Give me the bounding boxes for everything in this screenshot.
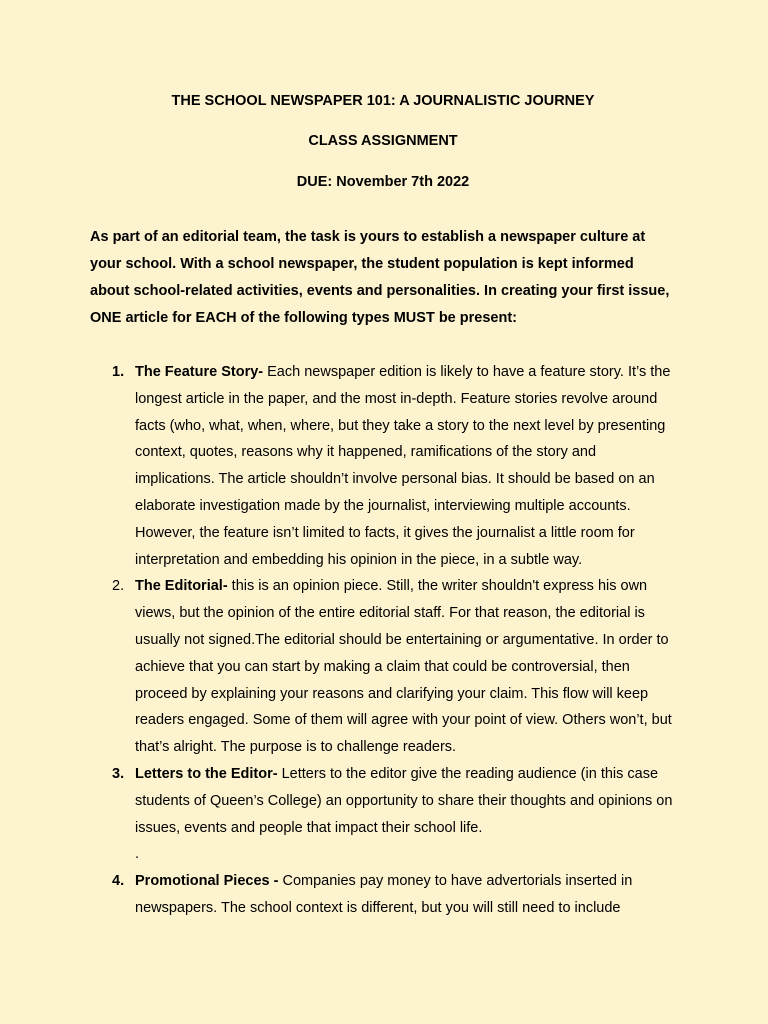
list-item: [90, 573, 676, 761]
document-subtitle: CLASS ASSIGNMENT: [308, 133, 458, 149]
article-types-list: [90, 359, 676, 841]
due-date: DUE: November 7th 2022: [296, 174, 470, 190]
list-item-text: Each newspaper edition is likely to have a feature story. It’s the longest article in the paper, and the most in-depth. Feature stories revolve around facts (who, what, when, where, but they take a story to the next level by presenting context, quotes, reasons why it happened, ramifications of the story and implications. The article shouldn’t involve personal bias. It should be based on an elaborate investigation made by the journalist, interviewing multiple accounts. However, the feature isn’t limited to facts, it gives the journalist a little room for interpretation and embedding his opinion in the piece, in a subtle way.: [135, 364, 671, 568]
list-item-number: 2.: [112, 578, 125, 595]
list-item: [90, 761, 676, 841]
list-item-number: 4.: [112, 873, 125, 890]
list-item-text: Companies pay money to have advertorials inserted in newspapers. The school context is different, but you will still need to include: [135, 873, 633, 916]
article-types-list-continued: [90, 868, 676, 922]
list-item: [90, 359, 676, 573]
stray-dot: .: [135, 846, 140, 863]
list-item-text: this is an opinion piece. Still, the writer shouldn't express his own views, but the opinion of the entire editorial staff. For that reason, the editorial is usually not signed.The editorial should be entertaining or argumentative. In order to achieve that you can start by making a claim that could be controversial, then proceed by explaining your reasons and clarifying your claim. This flow will keep readers engaged. Some of them will agree with your point of view. Others won’t, but that’s alright. The purpose is to challenge readers.: [135, 578, 672, 756]
list-item-title: Letters to the Editor-: [135, 765, 278, 782]
list-item-number: 3.: [112, 765, 125, 782]
list-item-text: Letters to the editor give the reading audience (in this case students of Queen’s College) an opportunity to share their thoughts and opinions on issues, events and people that impact their school life.: [135, 765, 673, 836]
list-item-number: 1.: [112, 364, 125, 380]
list-item-title: The Editorial-: [135, 578, 228, 595]
list-item-title: Promotional Pieces -: [135, 873, 279, 890]
intro-paragraph: As part of an editorial team, the task is yours to establish a newspaper culture at your school. With a school newspaper, the student population is kept informed about school-related activities, events and personalities. In creating your first issue, ONE article for EACH of the following types MUST be present:: [90, 229, 670, 326]
list-item-title: The Feature Story-: [135, 364, 264, 380]
list-item: [90, 868, 676, 922]
document-title: THE SCHOOL NEWSPAPER 101: A JOURNALISTIC JOURNEY: [171, 93, 595, 109]
